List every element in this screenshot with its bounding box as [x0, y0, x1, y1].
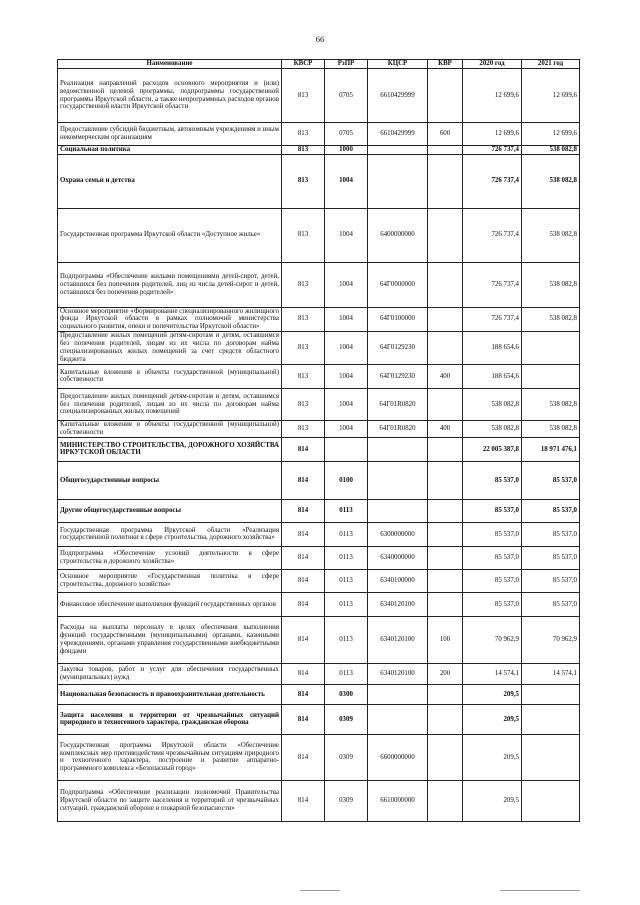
cell-kvr: [428, 146, 463, 155]
cell-kcsr: 64Г0000000: [368, 262, 428, 307]
cell-2020: 85 537,0: [463, 569, 522, 592]
cell-kcsr: 6340120100: [368, 616, 428, 663]
cell-kcsr: [368, 684, 428, 704]
column-header-2021: 2021 год: [522, 60, 580, 69]
cell-kvsr: 813: [282, 420, 325, 437]
cell-rzpr: 0113: [325, 522, 368, 546]
cell-2020: 12 699,6: [463, 69, 522, 123]
cell-kvsr: 814: [282, 780, 325, 821]
cell-kvr: [428, 331, 463, 364]
cell-name: Основное мероприятие «Государственная политика в сфере строительства, дорожного хозяйства»: [58, 569, 282, 592]
cell-rzpr: 1004: [325, 388, 368, 420]
cell-2020: 209,5: [463, 780, 522, 821]
cell-rzpr: 0309: [325, 734, 368, 780]
cell-kvr: [428, 569, 463, 592]
cell-kcsr: [368, 704, 428, 734]
cell-name: Предоставление субсидий бюджетным, автономным учреждениям и иным некоммерческим организациям: [58, 123, 282, 146]
cell-2020: 188 654,6: [463, 331, 522, 364]
cell-rzpr: 0705: [325, 69, 368, 123]
cell-2021: 538 082,8: [522, 262, 580, 307]
cell-kcsr: 64Г0129230: [368, 364, 428, 388]
cell-kvsr: 814: [282, 546, 325, 569]
table-row: [58, 499, 580, 522]
cell-2021: [522, 364, 580, 388]
page-number: 66: [315, 34, 325, 44]
table-row: [58, 546, 580, 569]
cell-rzpr: 1000: [325, 146, 368, 155]
cell-rzpr: 0113: [325, 499, 368, 522]
cell-2021: 14 574,1: [522, 663, 580, 684]
cell-2020: 209,5: [463, 684, 522, 704]
column-header-kvr: КВР: [428, 60, 463, 69]
cell-2021: 85 537,0: [522, 592, 580, 616]
cell-kvsr: 814: [282, 704, 325, 734]
cell-2021: [522, 684, 580, 704]
cell-kcsr: 6400000000: [368, 208, 428, 262]
cell-kvsr: 814: [282, 616, 325, 663]
cell-kcsr: 6340100000: [368, 569, 428, 592]
table-row: [58, 663, 580, 684]
cell-rzpr: 0113: [325, 546, 368, 569]
cell-rzpr: 0113: [325, 569, 368, 592]
cell-2020: 538 082,8: [463, 388, 522, 420]
cell-kvr: [428, 684, 463, 704]
cell-2020: 726 737,4: [463, 154, 522, 208]
cell-rzpr: 0300: [325, 684, 368, 704]
cell-rzpr: 1004: [325, 262, 368, 307]
cell-2020: 85 537,0: [463, 592, 522, 616]
column-header-2020: 2020 год: [463, 60, 522, 69]
table-row: [58, 154, 580, 208]
cell-2020: 85 537,0: [463, 546, 522, 569]
cell-2021: 85 537,0: [522, 461, 580, 499]
cell-kvr: [428, 780, 463, 821]
cell-2021: 538 082,8: [522, 388, 580, 420]
cell-kcsr: 6610000000: [368, 780, 428, 821]
cell-2020: 726 737,4: [463, 146, 522, 155]
cell-kvsr: 814: [282, 437, 325, 461]
cell-kvsr: 814: [282, 461, 325, 499]
cell-kvr: [428, 208, 463, 262]
cell-name: Национальная безопасность и правоохранительная деятельность: [58, 684, 282, 704]
table-row: [58, 364, 580, 388]
cell-rzpr: 1004: [325, 208, 368, 262]
cell-2021: [522, 734, 580, 780]
cell-2020: 14 574,1: [463, 663, 522, 684]
cell-kvr: [428, 69, 463, 123]
table-row: [58, 461, 580, 499]
budget-table: [57, 59, 580, 822]
cell-2020: 70 962,9: [463, 616, 522, 663]
column-header-kvsr: КВСР: [282, 60, 325, 69]
cell-kvr: [428, 522, 463, 546]
cell-kvsr: 814: [282, 684, 325, 704]
table-row: [58, 420, 580, 437]
cell-name: Капитальные вложения в объекты государственной (муниципальной) собственности: [58, 364, 282, 388]
cell-rzpr: 0100: [325, 461, 368, 499]
table-row: [58, 780, 580, 821]
cell-kvsr: 813: [282, 69, 325, 123]
cell-2020: 85 537,0: [463, 461, 522, 499]
cell-2021: 538 082,8: [522, 154, 580, 208]
cell-name: Подпрограмма «Обеспечение реализации полномочий Правительства Иркутской области по защите населения и территорий от чрезвычайных ситуаций, гражданской обороне и пожарной безопасности»: [58, 780, 282, 821]
cell-2021: 538 082,8: [522, 420, 580, 437]
table-row: [58, 331, 580, 364]
table-row: [58, 146, 580, 155]
cell-kvsr: 814: [282, 592, 325, 616]
cell-kvsr: 813: [282, 123, 325, 146]
cell-2020: 22 005 387,8: [463, 437, 522, 461]
cell-name: Подпрограмма «Обеспечение условий деятельности в сфере строительства и дорожного хозяйства»: [58, 546, 282, 569]
cell-kcsr: 6340120100: [368, 592, 428, 616]
cell-kcsr: 64Г01R0820: [368, 388, 428, 420]
cell-2020: 209,5: [463, 704, 522, 734]
cell-name: Государственная программа Иркутской области «Доступное жилье»: [58, 208, 282, 262]
cell-name: Другие общегосударственные вопросы: [58, 499, 282, 522]
cell-kvr: [428, 307, 463, 331]
cell-rzpr: 1004: [325, 420, 368, 437]
cell-kcsr: 6610429999: [368, 123, 428, 146]
cell-name: МИНИСТЕРСТВО СТРОИТЕЛЬСТВА, ДОРОЖНОГО ХОЗЯЙСТВА ИРКУТСКОЙ ОБЛАСТИ: [58, 437, 282, 461]
cell-name: Расходы на выплаты персоналу в целях обеспечения выполнения функций государственными (муниципальными) органами, казенными учреждениями, органами управления государственными внебюджетными фондами: [58, 616, 282, 663]
cell-2020: 188 654,6: [463, 364, 522, 388]
table-body: [58, 69, 580, 822]
cell-name: Защита населения и территории от чрезвычайных ситуаций природного и техногенного характера, гражданская оборона: [58, 704, 282, 734]
cell-name: Основное мероприятие «Формирование специализированного жилищного фонда Иркутской области в рамках полномочий министерства социального развития, опеки и попечительства Иркутской области»: [58, 307, 282, 331]
cell-kvsr: 813: [282, 146, 325, 155]
cell-name: Государственная программа Иркутской области «Обеспечение комплексных мер противодействия чрезвычайным ситуациям природного и техногенного характера, построение и развитие аппаратно-программного комплекса «Безопасный город»: [58, 734, 282, 780]
cell-name: Социальная политика: [58, 146, 282, 155]
cell-2020: 726 737,4: [463, 208, 522, 262]
cell-kvsr: 814: [282, 499, 325, 522]
cell-2021: 18 971 476,1: [522, 437, 580, 461]
cell-name: Капитальные вложения в объекты государственной (муниципальной) собственности: [58, 420, 282, 437]
cell-2020: 209,5: [463, 734, 522, 780]
cell-name: Закупка товаров, работ и услуг для обеспечения государственных (муниципальных) нужд: [58, 663, 282, 684]
cell-kcsr: 6610429999: [368, 69, 428, 123]
cell-rzpr: 0113: [325, 592, 368, 616]
cell-2021: [522, 331, 580, 364]
cell-kvr: 100: [428, 616, 463, 663]
column-header-rzpr: РзПР: [325, 60, 368, 69]
table-row: [58, 592, 580, 616]
cell-kvsr: 814: [282, 734, 325, 780]
column-header-kcsr: КЦСР: [368, 60, 428, 69]
cell-kcsr: 6300000000: [368, 522, 428, 546]
cell-kvr: 200: [428, 663, 463, 684]
table-row: [58, 437, 580, 461]
cell-name: Финансовое обеспечение выполнения функций государственных органов: [58, 592, 282, 616]
cell-kcsr: 64Г01R0820: [368, 420, 428, 437]
cell-kcsr: [368, 146, 428, 155]
cell-name: Государственная программа Иркутской области «Реализация государственной политики в сфере строительства, дорожного хозяйства»: [58, 522, 282, 546]
cell-name: Охрана семьи и детства: [58, 154, 282, 208]
cell-2021: 85 537,0: [522, 522, 580, 546]
table-row: [58, 734, 580, 780]
column-header-name: Наименование: [58, 60, 282, 69]
table-row: [58, 569, 580, 592]
cell-name: Общегосударственные вопросы: [58, 461, 282, 499]
cell-rzpr: 1004: [325, 154, 368, 208]
cell-rzpr: 1004: [325, 364, 368, 388]
cell-2021: 538 082,8: [522, 307, 580, 331]
table-row: [58, 704, 580, 734]
cell-kcsr: 6600000000: [368, 734, 428, 780]
cell-kvsr: 813: [282, 307, 325, 331]
table-row: [58, 69, 580, 123]
cell-kvr: 400: [428, 420, 463, 437]
cell-kcsr: 6340120100: [368, 663, 428, 684]
cell-kvr: [428, 154, 463, 208]
cell-kvsr: 813: [282, 364, 325, 388]
cell-kvsr: 813: [282, 331, 325, 364]
cell-kcsr: [368, 499, 428, 522]
scan-mark: [300, 890, 340, 891]
cell-2020: 85 537,0: [463, 499, 522, 522]
table-header-row: [58, 60, 580, 69]
cell-2020: 85 537,0: [463, 522, 522, 546]
cell-2021: 85 537,0: [522, 546, 580, 569]
cell-kvr: 400: [428, 364, 463, 388]
cell-2021: 70 962,9: [522, 616, 580, 663]
cell-rzpr: 0113: [325, 663, 368, 684]
cell-rzpr: 0705: [325, 123, 368, 146]
cell-kvr: [428, 546, 463, 569]
cell-name: Подпрограмма «Обеспечение жилыми помещениями детей-сирот, детей, оставшихся без попечения родителей, лиц из числа детей-сирот и детей, оставшихся без попечения родителей»: [58, 262, 282, 307]
cell-kvsr: 813: [282, 208, 325, 262]
cell-kvr: [428, 262, 463, 307]
cell-rzpr: 1004: [325, 307, 368, 331]
cell-kcsr: [368, 154, 428, 208]
cell-kvr: [428, 437, 463, 461]
cell-rzpr: 0113: [325, 616, 368, 663]
table-row: [58, 307, 580, 331]
cell-rzpr: 0309: [325, 704, 368, 734]
cell-kvr: [428, 734, 463, 780]
cell-rzpr: [325, 437, 368, 461]
cell-2021: [522, 780, 580, 821]
cell-kcsr: 64Г0129230: [368, 331, 428, 364]
table-row: [58, 262, 580, 307]
cell-2020: 726 737,4: [463, 307, 522, 331]
scan-mark: [500, 890, 580, 891]
cell-kcsr: 6340000000: [368, 546, 428, 569]
cell-kvsr: 813: [282, 262, 325, 307]
cell-kvsr: 814: [282, 569, 325, 592]
cell-name: Реализация направлений расходов основного мероприятия и (или) ведомственной целевой программы, подпрограммы государственной программы Иркутской области, а также непрограммных расходов органов государственной власти Иркутской области: [58, 69, 282, 123]
table-row: [58, 208, 580, 262]
cell-2020: 538 082,8: [463, 420, 522, 437]
cell-2021: 85 537,0: [522, 499, 580, 522]
cell-2021: 538 082,8: [522, 208, 580, 262]
cell-rzpr: 0309: [325, 780, 368, 821]
cell-kcsr: [368, 461, 428, 499]
cell-kvsr: 814: [282, 522, 325, 546]
cell-name: Предоставление жилых помещений детям-сиротам и детям, оставшимся без попечения родителей, лицам из их числа по договорам найма специализированных жилых помещений: [58, 388, 282, 420]
table-row: [58, 522, 580, 546]
cell-2021: 85 537,0: [522, 569, 580, 592]
table-row: [58, 123, 580, 146]
cell-kcsr: [368, 437, 428, 461]
cell-2021: [522, 704, 580, 734]
cell-kvsr: 814: [282, 663, 325, 684]
cell-2021: 12 699,6: [522, 69, 580, 123]
cell-2021: 538 082,8: [522, 146, 580, 155]
table-row: [58, 388, 580, 420]
cell-kvr: 600: [428, 123, 463, 146]
cell-kvr: [428, 461, 463, 499]
table-row: [58, 684, 580, 704]
cell-2020: 726 737,4: [463, 262, 522, 307]
cell-2020: 12 699,6: [463, 123, 522, 146]
cell-kvr: [428, 592, 463, 616]
cell-rzpr: 1004: [325, 331, 368, 364]
cell-kvsr: 813: [282, 388, 325, 420]
cell-name: Предоставление жилых помещений детям-сиротам и детям, оставшимся без попечения родителей, лицам из их числа по договорам найма специализированных жилых помещений за счет средств областного бюджета: [58, 331, 282, 364]
cell-kvsr: 813: [282, 154, 325, 208]
table-row: [58, 616, 580, 663]
cell-kvr: [428, 704, 463, 734]
cell-kvr: [428, 388, 463, 420]
cell-2021: 12 699,6: [522, 123, 580, 146]
cell-kvr: [428, 499, 463, 522]
cell-kcsr: 64Г0100000: [368, 307, 428, 331]
